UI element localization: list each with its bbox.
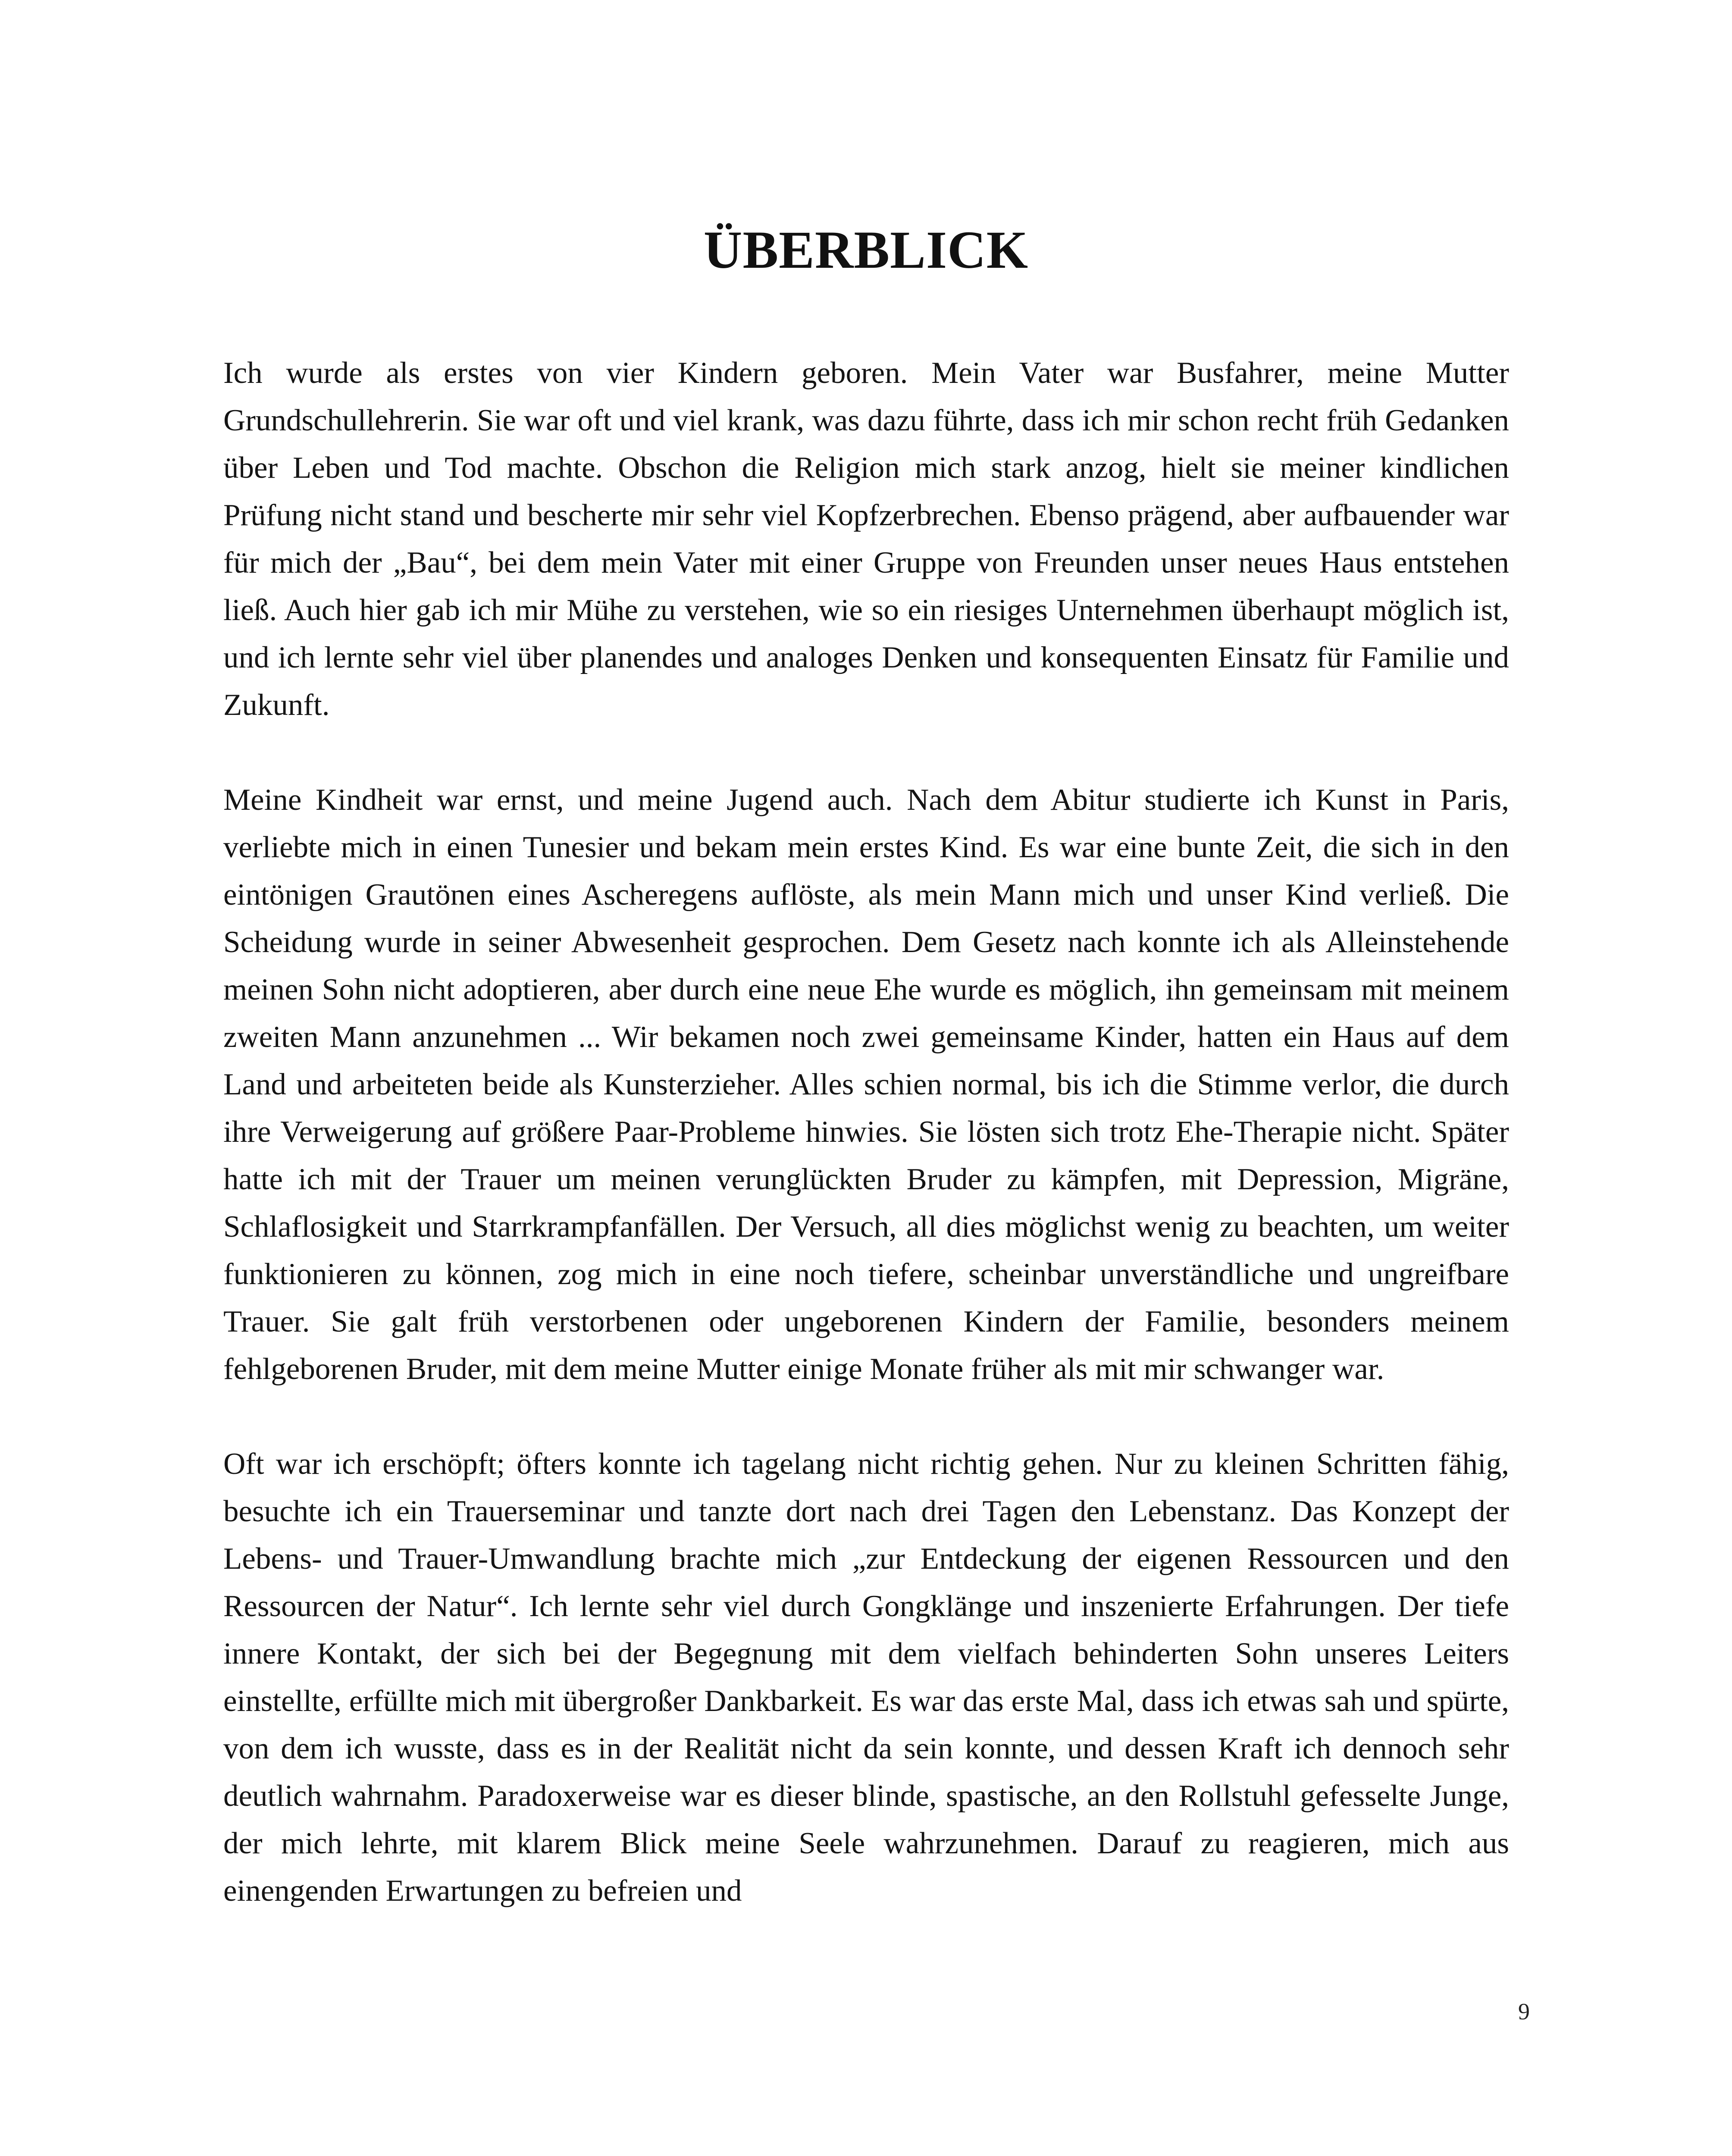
page-title: ÜBERBLICK [703, 220, 1029, 279]
paragraph-3: Oft war ich erschöpft; öfters konnte ich tagelang nicht richtig gehen. Nur zu kleinen Schritten fähig, besuchte ich ein Trauerseminar und tanzte dort nach drei Tagen den Lebenstanz. Das Konzept der Lebens- und Trauer-Umwandlung brachte mich „zur Entdeckung der eigenen Ressourcen und den Ressourcen der Natur“. Ich lernte sehr viel durch Gongklänge und inszenierte Erfahrungen. Der tiefe innere Kontakt, der sich bei der Begegnung mit dem vielfach behinderten Sohn unseres Leiters einstellte, erfüllte mich mit übergroßer Dankbarkeit. Es war das erste Mal, dass ich etwas sah und spürte, von dem ich wusste, dass es in der Realität nicht da sein konnte, und dessen Kraft ich dennoch sehr deutlich wahrnahm. Paradoxerweise war es dieser blinde, spastische, an den Rollstuhl gefesselte Junge, der mich lehrte, mit klarem Blick meine Seele wahrzunehmen. Darauf zu reagieren, mich aus einengenden Erwartungen zu befreien und [223, 1447, 1509, 1908]
page-number: 9 [1518, 1999, 1530, 2024]
paragraph-1: Ich wurde als erstes von vier Kindern geboren. Mein Vater war Busfahrer, meine Mutter Grundschullehrerin. Sie war oft und viel krank, was dazu führte, dass ich mir schon recht früh Gedanken über Leben und Tod machte. Obschon die Religion mich stark anzog, hielt sie meiner kindlichen Prüfung nicht stand und bescherte mir sehr viel Kopfzerbrechen. Ebenso prägend, aber aufbauender war für mich der „Bau“, bei dem mein Vater mit einer Gruppe von Freunden unser neues Haus entstehen ließ. Auch hier gab ich mir Mühe zu verstehen, wie so ein riesiges Unternehmen überhaupt möglich ist, und ich lernte sehr viel über planendes und analoges Denken und konsequenten Einsatz für Familie und Zukunft. [223, 356, 1509, 722]
body-text [223, 349, 1509, 1962]
paragraph-2: Meine Kindheit war ernst, und meine Jugend auch. Nach dem Abitur studierte ich Kunst in Paris, verliebte mich in einen Tunesier und bekam mein erstes Kind. Es war eine bunte Zeit, die sich in den eintönigen Grautönen eines Ascheregens auflöste, als mein Mann mich und unser Kind verließ. Die Scheidung wurde in seiner Abwesenheit gesprochen. Dem Gesetz nach konnte ich als Alleinstehende meinen Sohn nicht adoptieren, aber durch eine neue Ehe wurde es möglich, ihn gemeinsam mit meinem zweiten Mann anzunehmen ... Wir bekamen noch zwei gemeinsame Kinder, hatten ein Haus auf dem Land und arbeiteten beide als Kunsterzieher. Alles schien normal, bis ich die Stimme verlor, die durch ihre Verweigerung auf größere Paar-Probleme hinwies. Sie lösten sich trotz Ehe-Therapie nicht. Später hatte ich mit der Trauer um meinen verunglückten Bruder zu kämpfen, mit Depression, Migräne, Schlaflosigkeit und Starrkrampfanfällen. Der Versuch, all dies möglichst wenig zu beachten, um weiter funktionieren zu können, zog mich in eine noch tiefere, scheinbar unverständliche und ungreifbare Trauer. Sie galt früh verstorbenen oder ungeborenen Kindern der Familie, besonders meinem fehlgeborenen Bruder, mit dem meine Mutter einige Monate früher als mit mir schwanger war. [223, 783, 1509, 1386]
